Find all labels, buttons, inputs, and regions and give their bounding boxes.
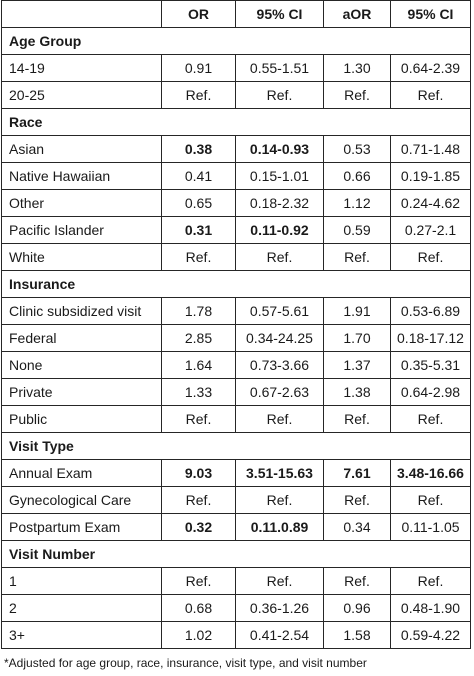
table-row [2, 460, 471, 487]
row-label: Public [2, 406, 162, 433]
table-row [2, 568, 471, 595]
cell-aor: 1.91 [324, 298, 391, 325]
cell-ci: 0.11-0.92 [236, 217, 324, 244]
section-row [2, 271, 471, 298]
table-row [2, 190, 471, 217]
table-row [2, 244, 471, 271]
section-title: Visit Type [2, 433, 471, 460]
cell-ci: 0.55-1.51 [236, 55, 324, 82]
header-ci: 95% CI [236, 1, 324, 28]
cell-ci: 3.51-15.63 [236, 460, 324, 487]
cell-aor: Ref. [324, 568, 391, 595]
cell-aor: 0.53 [324, 136, 391, 163]
table-row [2, 352, 471, 379]
cell-aor: Ref. [324, 82, 391, 109]
cell-or: Ref. [162, 82, 236, 109]
table-row [2, 487, 471, 514]
cell-aor: 1.38 [324, 379, 391, 406]
cell-adjusted-ci: 0.18-17.12 [391, 325, 471, 352]
row-label: Other [2, 190, 162, 217]
row-label: 20-25 [2, 82, 162, 109]
cell-adjusted-ci: Ref. [391, 82, 471, 109]
row-label: Clinic subsidized visit [2, 298, 162, 325]
section-row [2, 433, 471, 460]
table-body [2, 1, 471, 649]
row-label: Native Hawaiian [2, 163, 162, 190]
table-row [2, 298, 471, 325]
cell-or: 1.33 [162, 379, 236, 406]
cell-or: 0.32 [162, 514, 236, 541]
cell-adjusted-ci: 0.11-1.05 [391, 514, 471, 541]
cell-adjusted-ci: Ref. [391, 487, 471, 514]
cell-aor: 7.61 [324, 460, 391, 487]
cell-or: Ref. [162, 568, 236, 595]
cell-or: 1.64 [162, 352, 236, 379]
table-row [2, 514, 471, 541]
table-row [2, 217, 471, 244]
header-row [2, 1, 471, 28]
cell-aor: Ref. [324, 244, 391, 271]
table-row [2, 595, 471, 622]
cell-or: Ref. [162, 487, 236, 514]
cell-adjusted-ci: Ref. [391, 244, 471, 271]
cell-ci: Ref. [236, 82, 324, 109]
table-row [2, 379, 471, 406]
cell-adjusted-ci: 0.27-2.1 [391, 217, 471, 244]
cell-adjusted-ci: 0.24-4.62 [391, 190, 471, 217]
table-row [2, 136, 471, 163]
cell-ci: 0.57-5.61 [236, 298, 324, 325]
table-row [2, 82, 471, 109]
cell-aor: 0.66 [324, 163, 391, 190]
header-adjusted-ci: 95% CI [391, 1, 471, 28]
section-title: Age Group [2, 28, 471, 55]
cell-ci: Ref. [236, 568, 324, 595]
cell-adjusted-ci: 0.53-6.89 [391, 298, 471, 325]
row-label: 14-19 [2, 55, 162, 82]
section-title: Visit Number [2, 541, 471, 568]
row-label: Private [2, 379, 162, 406]
cell-ci: Ref. [236, 406, 324, 433]
cell-adjusted-ci: 0.35-5.31 [391, 352, 471, 379]
cell-ci: 0.36-1.26 [236, 595, 324, 622]
cell-aor: 1.37 [324, 352, 391, 379]
cell-aor: Ref. [324, 487, 391, 514]
cell-or: 0.65 [162, 190, 236, 217]
cell-aor: 0.34 [324, 514, 391, 541]
header-label-cell [2, 1, 162, 28]
row-label: 3+ [2, 622, 162, 649]
cell-adjusted-ci: 0.64-2.39 [391, 55, 471, 82]
cell-adjusted-ci: Ref. [391, 406, 471, 433]
table-row [2, 55, 471, 82]
cell-or: 1.78 [162, 298, 236, 325]
row-label: 2 [2, 595, 162, 622]
cell-aor: 0.59 [324, 217, 391, 244]
cell-aor: Ref. [324, 406, 391, 433]
row-label: White [2, 244, 162, 271]
section-title: Race [2, 109, 471, 136]
cell-ci: Ref. [236, 487, 324, 514]
cell-ci: Ref. [236, 244, 324, 271]
cell-adjusted-ci: 0.48-1.90 [391, 595, 471, 622]
cell-or: Ref. [162, 244, 236, 271]
row-label: Pacific Islander [2, 217, 162, 244]
cell-adjusted-ci: Ref. [391, 568, 471, 595]
row-label: None [2, 352, 162, 379]
cell-ci: 0.73-3.66 [236, 352, 324, 379]
cell-ci: 0.18-2.32 [236, 190, 324, 217]
table-row [2, 406, 471, 433]
cell-aor: 1.58 [324, 622, 391, 649]
cell-ci: 0.15-1.01 [236, 163, 324, 190]
cell-or: 0.41 [162, 163, 236, 190]
cell-aor: 1.70 [324, 325, 391, 352]
cell-or: 0.91 [162, 55, 236, 82]
cell-or: 2.85 [162, 325, 236, 352]
cell-or: 9.03 [162, 460, 236, 487]
cell-or: 0.31 [162, 217, 236, 244]
section-row [2, 541, 471, 568]
cell-adjusted-ci: 0.64-2.98 [391, 379, 471, 406]
cell-aor: 1.30 [324, 55, 391, 82]
odds-ratio-table [1, 0, 471, 649]
table-row [2, 622, 471, 649]
cell-ci: 0.34-24.25 [236, 325, 324, 352]
table-footnote: *Adjusted for age group, race, insurance, visit type, and visit number [4, 656, 367, 670]
cell-ci: 0.14-0.93 [236, 136, 324, 163]
cell-aor: 0.96 [324, 595, 391, 622]
table-row [2, 325, 471, 352]
cell-adjusted-ci: 0.71-1.48 [391, 136, 471, 163]
header-or: OR [162, 1, 236, 28]
cell-adjusted-ci: 3.48-16.66 [391, 460, 471, 487]
section-row [2, 28, 471, 55]
cell-ci: 0.67-2.63 [236, 379, 324, 406]
row-label: 1 [2, 568, 162, 595]
section-row [2, 109, 471, 136]
cell-or: 1.02 [162, 622, 236, 649]
row-label: Annual Exam [2, 460, 162, 487]
row-label: Gynecological Care [2, 487, 162, 514]
cell-or: Ref. [162, 406, 236, 433]
cell-or: 0.68 [162, 595, 236, 622]
cell-aor: 1.12 [324, 190, 391, 217]
row-label: Federal [2, 325, 162, 352]
cell-or: 0.38 [162, 136, 236, 163]
table-row [2, 163, 471, 190]
cell-adjusted-ci: 0.59-4.22 [391, 622, 471, 649]
row-label: Postpartum Exam [2, 514, 162, 541]
cell-ci: 0.11.0.89 [236, 514, 324, 541]
section-title: Insurance [2, 271, 471, 298]
cell-ci: 0.41-2.54 [236, 622, 324, 649]
header-aor: aOR [324, 1, 391, 28]
row-label: Asian [2, 136, 162, 163]
cell-adjusted-ci: 0.19-1.85 [391, 163, 471, 190]
